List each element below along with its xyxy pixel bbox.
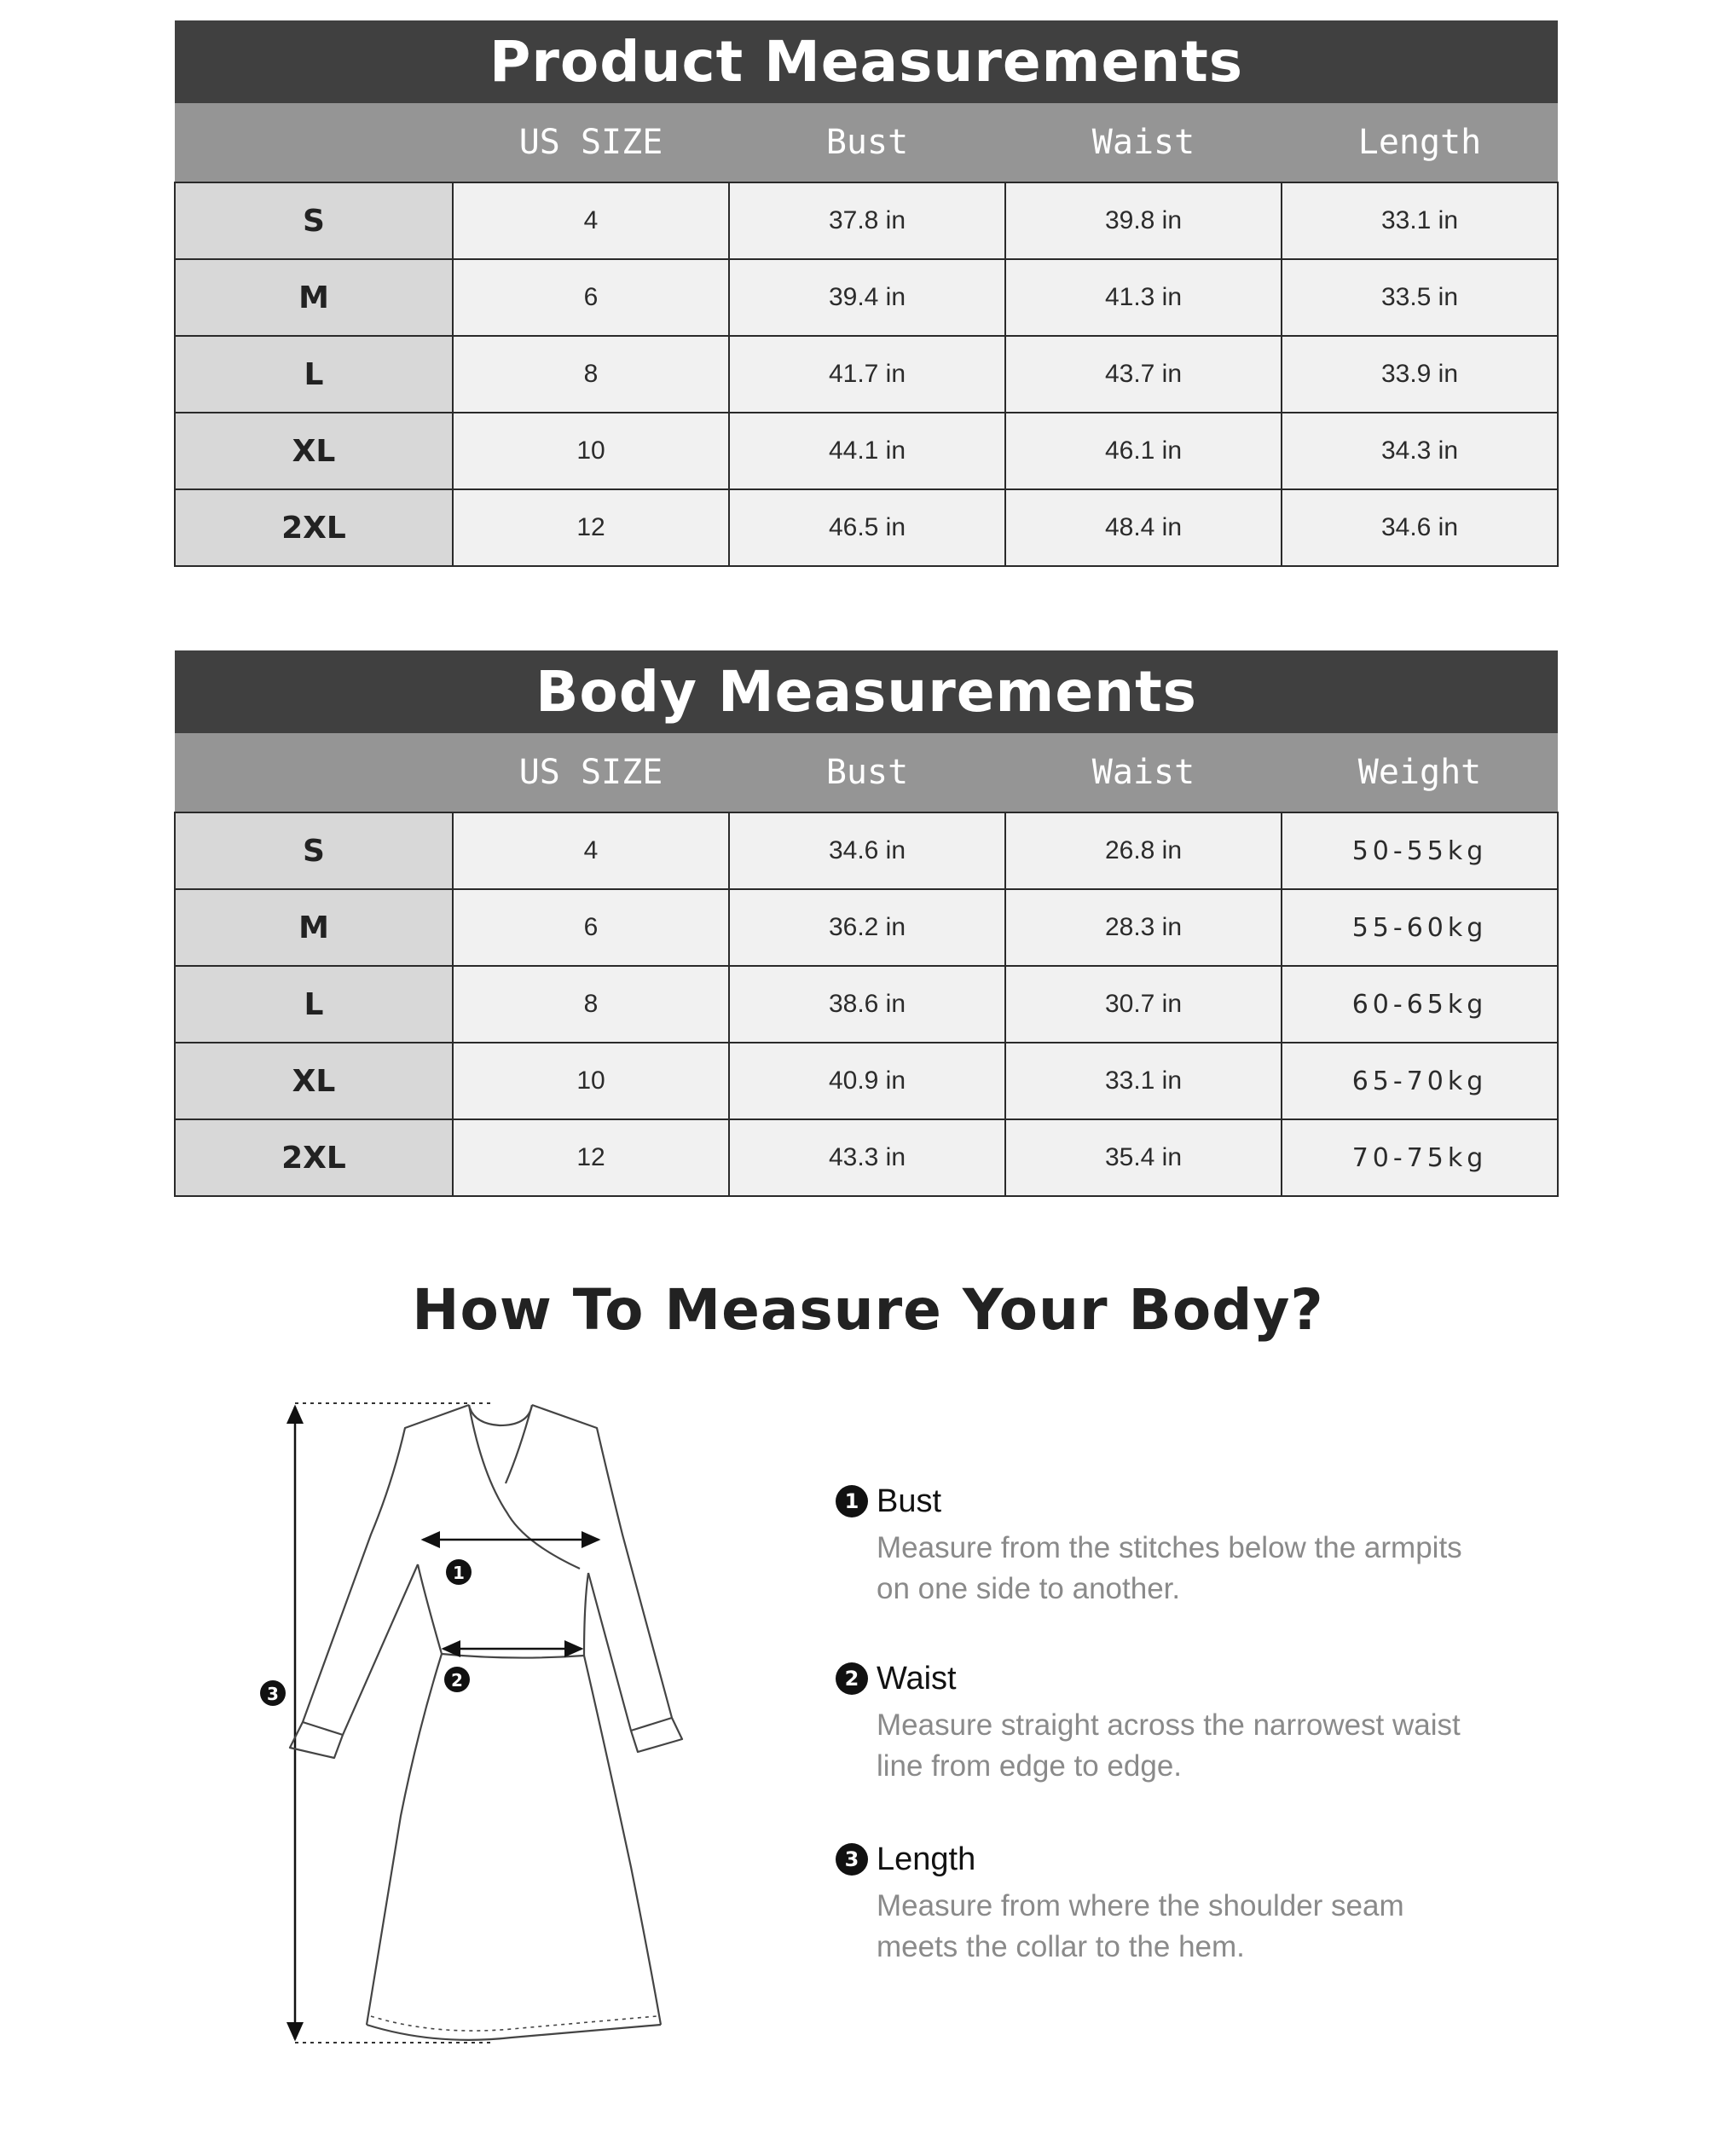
step-description: [877, 1528, 1490, 1610]
size-label: L: [175, 336, 453, 413]
weight-cell: 55-60kg: [1282, 889, 1558, 966]
waist-cell: 46.1 in: [1005, 413, 1282, 489]
weight-cell: 60-65kg: [1282, 966, 1558, 1043]
how-to-measure-title: How To Measure Your Body?: [412, 1277, 1324, 1343]
header-bust: Bust: [729, 733, 1005, 812]
us-size-cell: 10: [453, 1043, 729, 1119]
header-blank: [175, 733, 453, 812]
svg-text:3: 3: [267, 1684, 279, 1704]
bust-cell: 46.5 in: [729, 489, 1005, 566]
length-marker: [260, 1680, 286, 1706]
header-waist: Waist: [1005, 103, 1282, 182]
waist-marker: [444, 1667, 470, 1692]
step-number-badge: 1: [836, 1485, 868, 1517]
size-label: M: [175, 259, 453, 336]
dress-outline: [290, 1405, 682, 2040]
table-row: [175, 966, 1558, 1043]
us-size-cell: 6: [453, 259, 729, 336]
length-cell: 34.6 in: [1282, 489, 1558, 566]
step-title: Bust: [877, 1483, 942, 1519]
us-size-cell: 4: [453, 812, 729, 889]
header-blank: [175, 103, 453, 182]
step-title: Waist: [877, 1660, 957, 1697]
us-size-cell: 8: [453, 336, 729, 413]
table-row: [175, 1119, 1558, 1196]
length-cell: 34.3 in: [1282, 413, 1558, 489]
step-number-badge: 2: [836, 1662, 868, 1695]
measurement-instructions: [836, 1482, 1518, 2017]
bust-cell: 34.6 in: [729, 812, 1005, 889]
step-description-line: line from edge to edge.: [877, 1749, 1183, 1783]
waist-cell: 33.1 in: [1005, 1043, 1282, 1119]
bust-cell: 43.3 in: [729, 1119, 1005, 1196]
bust-cell: 37.8 in: [729, 182, 1005, 259]
bust-cell: 38.6 in: [729, 966, 1005, 1043]
us-size-cell: 8: [453, 966, 729, 1043]
header-bust: Bust: [729, 103, 1005, 182]
step-description-line: meets the collar to the hem.: [877, 1930, 1245, 1963]
weight-cell: 50-55kg: [1282, 812, 1558, 889]
us-size-cell: 10: [453, 413, 729, 489]
bust-cell: 41.7 in: [729, 336, 1005, 413]
step-description-line: Measure from the stitches below the armpits: [877, 1531, 1462, 1564]
size-label: M: [175, 889, 453, 966]
svg-text:2: 2: [451, 1670, 463, 1691]
waist-cell: 26.8 in: [1005, 812, 1282, 889]
waist-cell: 28.3 in: [1005, 889, 1282, 966]
waist-cell: 39.8 in: [1005, 182, 1282, 259]
header-waist: Waist: [1005, 733, 1282, 812]
step-number-badge: 3: [836, 1843, 868, 1876]
weight-cell: 70-75kg: [1282, 1119, 1558, 1196]
dress-measurement-diagram: [247, 1390, 742, 2063]
header-us-size: US SIZE: [453, 103, 729, 182]
bust-cell: 40.9 in: [729, 1043, 1005, 1119]
us-size-cell: 12: [453, 1119, 729, 1196]
waist-cell: 43.7 in: [1005, 336, 1282, 413]
product-measurements-table: [174, 20, 1559, 567]
size-label: XL: [175, 413, 453, 489]
waist-cell: 41.3 in: [1005, 259, 1282, 336]
step-title: Length: [877, 1841, 976, 1877]
table-row: [175, 812, 1558, 889]
bust-cell: 39.4 in: [729, 259, 1005, 336]
length-cell: 33.9 in: [1282, 336, 1558, 413]
step-description-line: on one side to another.: [877, 1572, 1181, 1605]
svg-text:1: 1: [453, 1563, 465, 1583]
size-label: L: [175, 966, 453, 1043]
table-row: [175, 336, 1558, 413]
size-label: XL: [175, 1043, 453, 1119]
header-us-size: US SIZE: [453, 733, 729, 812]
waist-cell: 35.4 in: [1005, 1119, 1282, 1196]
size-label: 2XL: [175, 1119, 453, 1196]
body-measurements-table: [174, 650, 1559, 1197]
length-cell: 33.5 in: [1282, 259, 1558, 336]
bust-marker: [446, 1559, 472, 1585]
waist-cell: 30.7 in: [1005, 966, 1282, 1043]
length-cell: 33.1 in: [1282, 182, 1558, 259]
table-row: [175, 182, 1558, 259]
step-description: [877, 1886, 1490, 1968]
size-label: S: [175, 182, 453, 259]
size-label: S: [175, 812, 453, 889]
table-row: [175, 889, 1558, 966]
bust-cell: 44.1 in: [729, 413, 1005, 489]
us-size-cell: 4: [453, 182, 729, 259]
step-waist: [836, 1659, 1518, 1787]
waist-cell: 48.4 in: [1005, 489, 1282, 566]
bust-cell: 36.2 in: [729, 889, 1005, 966]
body-measurements-title: Body Measurements: [175, 650, 1558, 733]
header-weight: Weight: [1282, 733, 1558, 812]
product-measurements-title: Product Measurements: [175, 20, 1558, 103]
step-length: [836, 1840, 1518, 1968]
table-row: [175, 413, 1558, 489]
us-size-cell: 12: [453, 489, 729, 566]
header-length: Length: [1282, 103, 1558, 182]
table-row: [175, 489, 1558, 566]
table-row: [175, 1043, 1558, 1119]
step-description-line: Measure straight across the narrowest waist: [877, 1708, 1461, 1742]
table-row: [175, 259, 1558, 336]
step-description: [877, 1705, 1490, 1787]
us-size-cell: 6: [453, 889, 729, 966]
size-label: 2XL: [175, 489, 453, 566]
step-bust: [836, 1482, 1518, 1610]
step-description-line: Measure from where the shoulder seam: [877, 1889, 1404, 1922]
weight-cell: 65-70kg: [1282, 1043, 1558, 1119]
